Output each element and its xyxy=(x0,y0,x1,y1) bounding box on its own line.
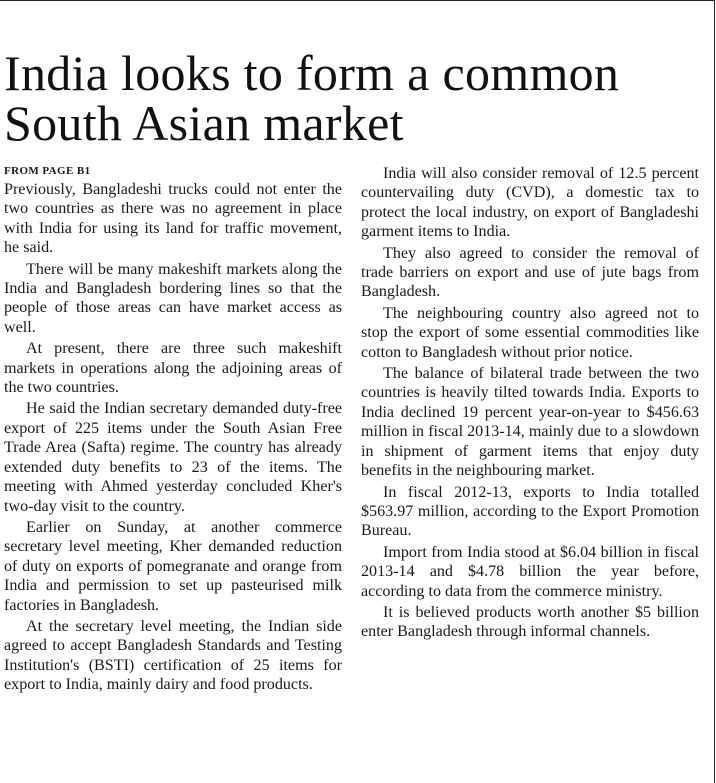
paragraph: At the secretary level meeting, the Indian side agreed to accept Bangladesh Standards and Testing Institution's (BSTI) certification of 25 items for export to India, mainly dairy and food products. xyxy=(4,617,342,694)
headline: India looks to form a common South Asian market xyxy=(4,45,620,151)
paragraph: There will be many makeshift markets along the India and Bangladesh bordering lines so that the people of those areas can have market access as well. xyxy=(4,260,342,336)
paragraph: Previously, Bangladeshi trucks could not enter the two countries as there was no agreement in place with India for using its land for traffic movement, he said. xyxy=(4,181,342,257)
top-rule xyxy=(0,0,714,1)
paragraph: The neighbouring country also agreed not to stop the export of some essential commodities like cotton to Bangladesh without prior notice. xyxy=(361,304,699,361)
paragraph: They also agreed to consider the removal of trade barriers on export and use of jute bags from Bangladesh. xyxy=(361,244,699,301)
paragraph: It is believed products worth another $5 billion enter Bangladesh through informal channels. xyxy=(361,603,699,641)
paragraph: He said the Indian secretary demanded duty-free export of 225 items under the South Asian Free Trade Area (Safta) regime. The country has already extended duty benefits to 23 of the items. The meeting with Ahmed yesterday concluded Kher's two-day visit to the country. xyxy=(4,400,342,515)
continuation-kicker: FROM PAGE B1 xyxy=(4,165,91,177)
column-left xyxy=(4,164,342,697)
paragraph: India will also consider removal of 12.5 percent countervailing duty (CVD), a domestic tax to protect the local industry, on export of Bangladeshi garment items to India. xyxy=(361,165,699,241)
paragraph: Earlier on Sunday, at another commerce secretary level meeting, Kher demanded reduction of duty on exports of pomegranate and orange from India and permission to set up pasteurised milk factories in Bangladesh. xyxy=(4,518,342,614)
paragraph: The balance of bilateral trade between the two countries is heavily tilted towards India. Exports to India declined 19 percent year-on-year to $456.63 million in fiscal 2013-14, mainly due to a slowdown in shipment of garment items that enjoy duty benefits in the neighbouring market. xyxy=(361,365,699,480)
right-rule xyxy=(714,0,715,783)
paragraph: In fiscal 2012-13, exports to India totalled $563.97 million, according to the Export Promotion Bureau. xyxy=(361,483,699,540)
paragraph: Import from India stood at $6.04 billion in fiscal 2013-14 and $4.78 billion the year before, according to data from the commerce ministry. xyxy=(361,543,699,600)
column-right xyxy=(361,164,699,644)
paragraph: At present, there are three such makeshift markets in operations along the adjoining areas of the two countries. xyxy=(4,340,342,397)
